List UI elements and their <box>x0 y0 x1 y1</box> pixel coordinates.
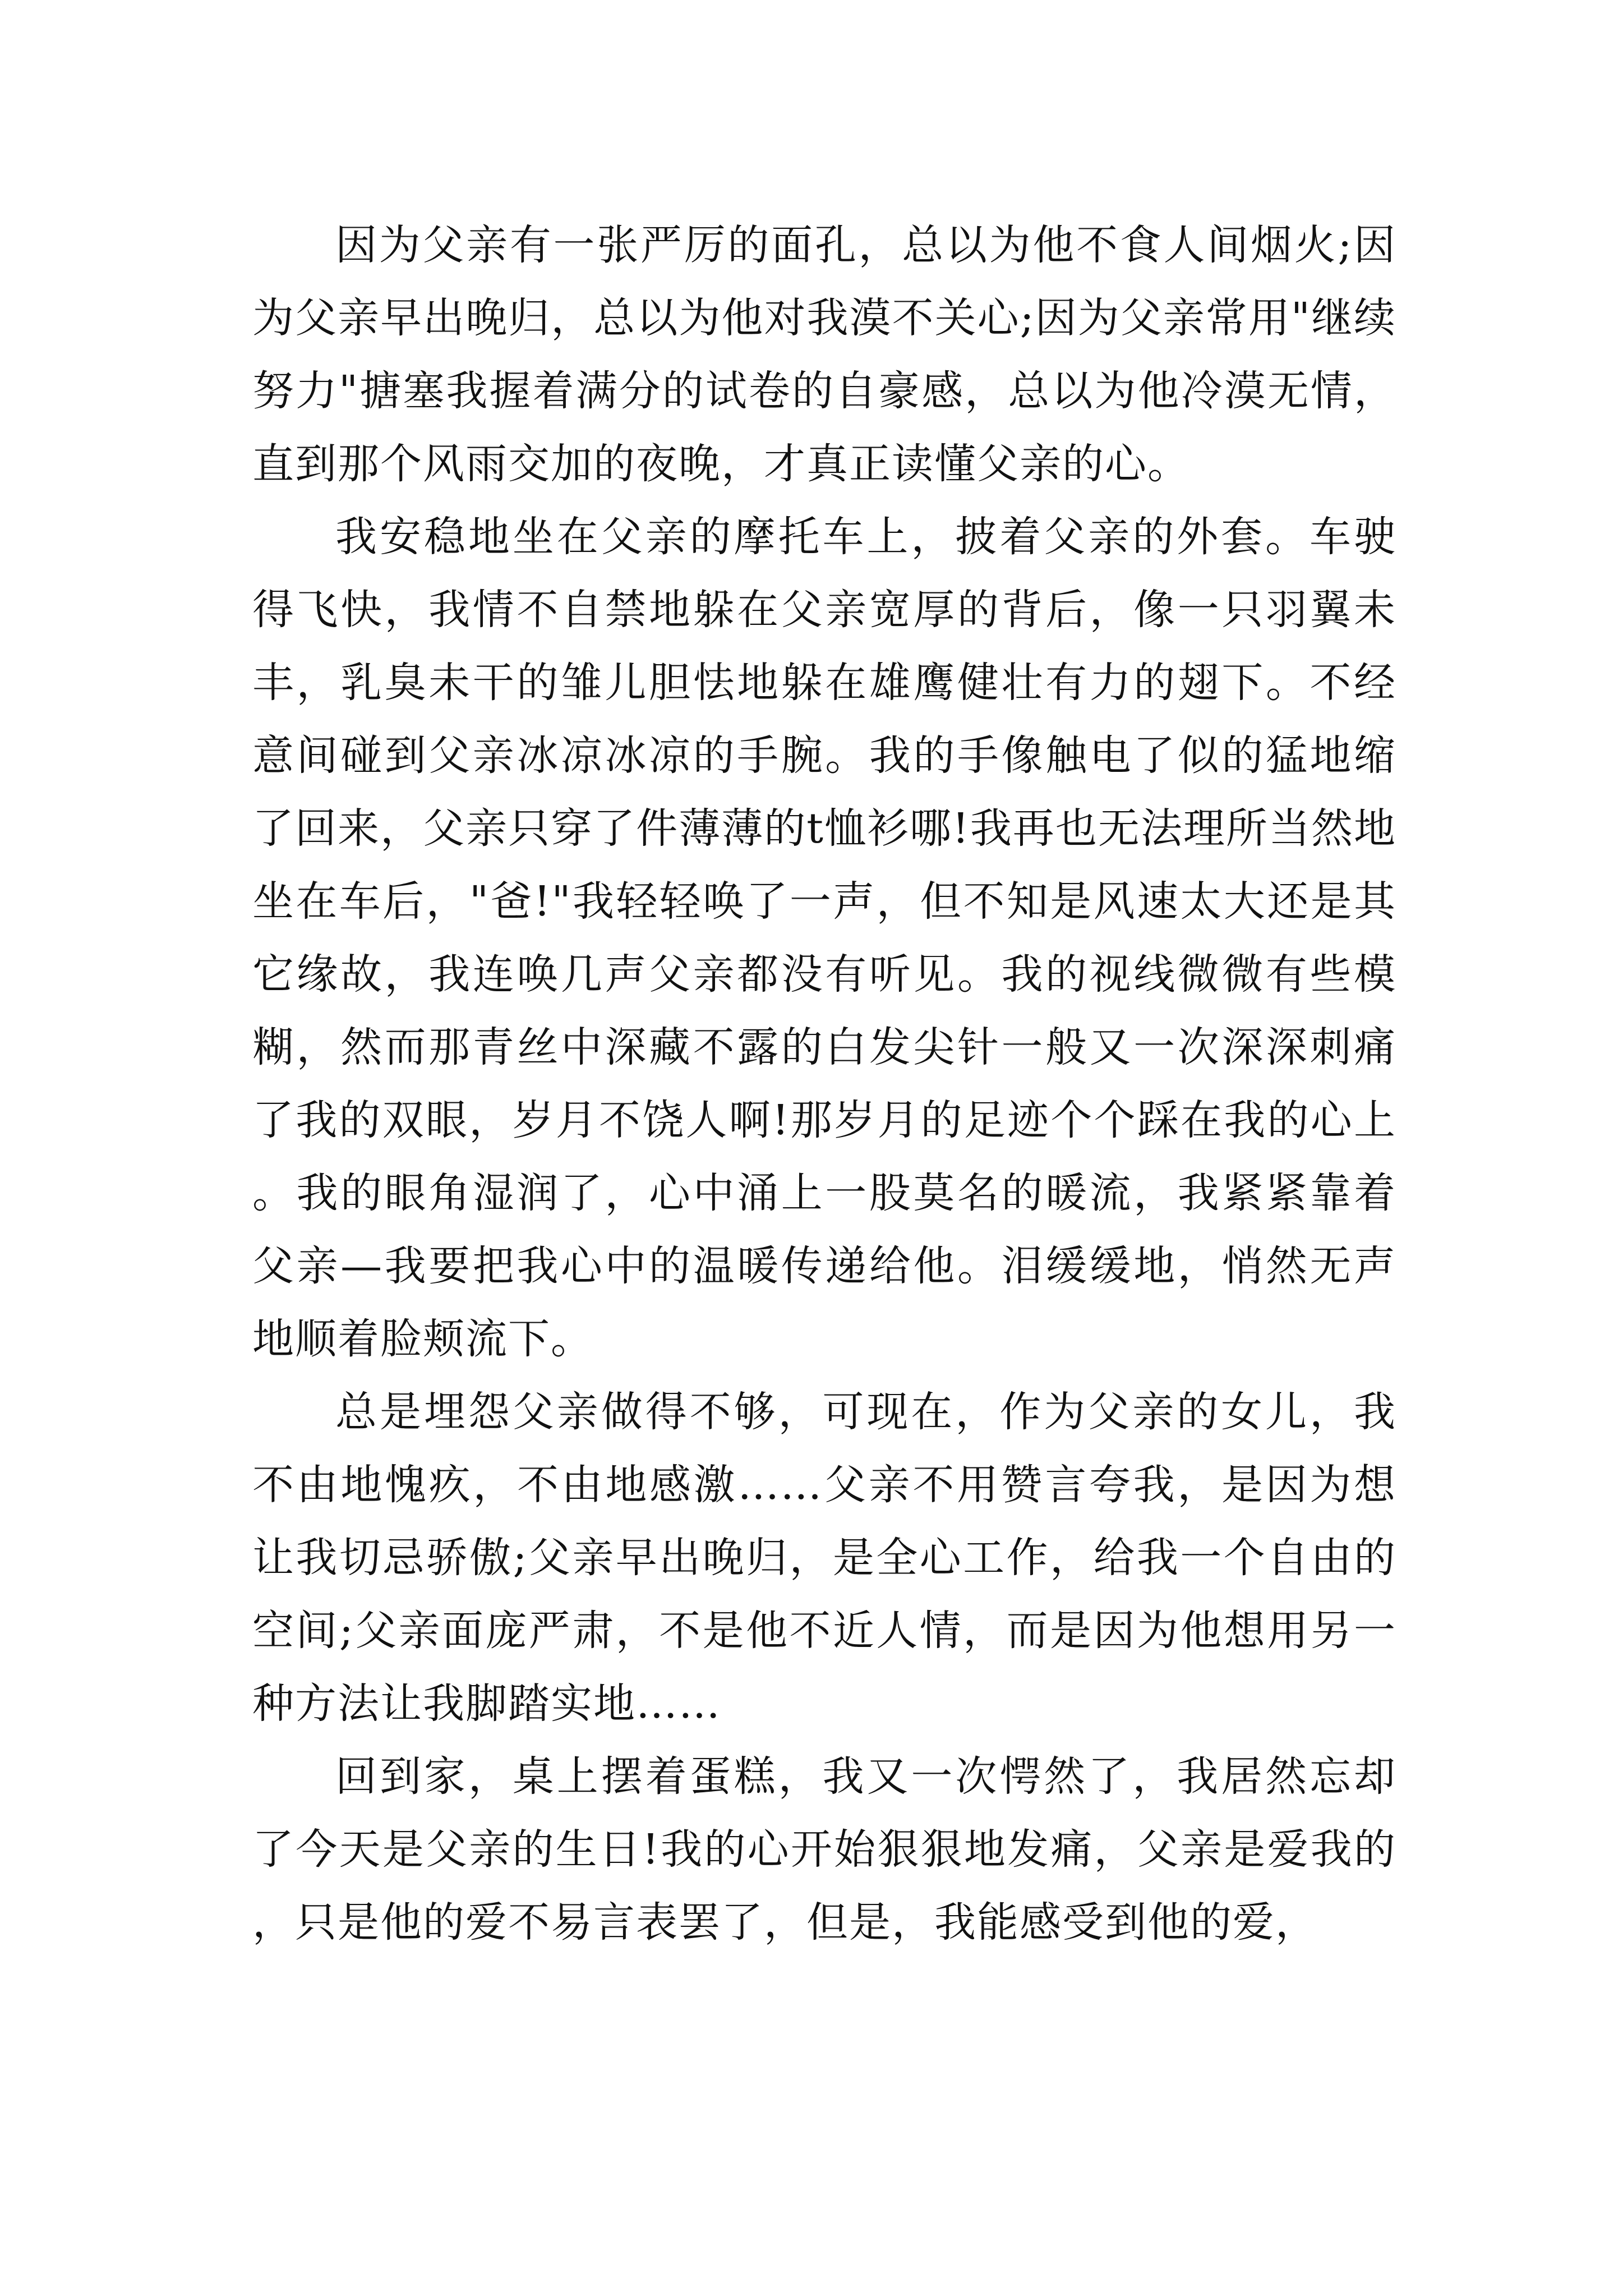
paragraph-2: 我安稳地坐在父亲的摩托车上，披着父亲的外套。车驶得飞快，我情不自禁地躲在父亲宽厚的背后，像一只羽翼未丰，乳臭未干的雏儿胆怯地躲在雄鹰健壮有力的翅下。不经意间碰到父亲冰凉冰凉的手腕。我的手像触电了似的猛地缩了回来，父亲只穿了件薄薄的t恤衫哪!我再也无法理所当然地坐在车后，"爸!"我轻轻唤了一声，但不知是风速太大还是其它缘故，我连唤几声父亲都没有听见。我的视线微微有些模糊，然而那青丝中深藏不露的白发尖针一般又一次深深刺痛了我的双眼，岁月不饶人啊!那岁月的足迹个个踩在我的心上。我的眼角湿润了，心中涌上一股莫名的暖流，我紧紧靠着父亲—我要把我心中的温暖传递给他。泪缓缓地，悄然无声地顺着脸颊流下。 <box>252 513 1396 1363</box>
essay-body <box>252 209 1396 1959</box>
paragraph-4: 回到家，桌上摆着蛋糕，我又一次愕然了，我居然忘却了今天是父亲的生日!我的心开始狠狠地发痛，父亲是爱我的，只是他的爱不易言表罢了，但是，我能感受到他的爱， <box>252 1752 1396 1947</box>
paragraph-1: 因为父亲有一张严厉的面孔，总以为他不食人间烟火;因为父亲早出晚归，总以为他对我漠不关心;因为父亲常用"继续努力"搪塞我握着满分的试卷的自豪感，总以为他冷漠无情，直到那个风雨交加的夜晚，才真正读懂父亲的心。 <box>252 221 1396 488</box>
paragraph-3: 总是埋怨父亲做得不够，可现在，作为父亲的女儿，我不由地愧疚，不由地感激……父亲不用赞言夸我，是因为想让我切忌骄傲;父亲早出晚归，是全心工作，给我一个自由的空间;父亲面庞严肃，不是他不近人情，而是因为他想用另一种方法让我脚踏实地…… <box>252 1388 1396 1728</box>
